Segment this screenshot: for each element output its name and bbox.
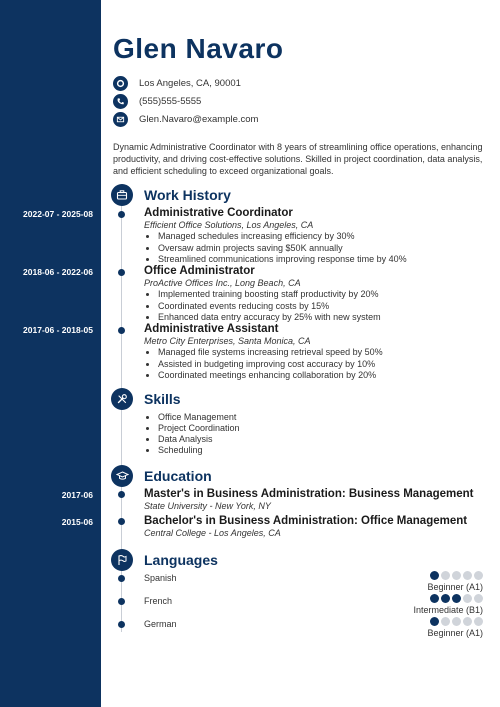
- skill-item: • Project Coordination: [158, 423, 240, 434]
- tools-icon: [111, 388, 133, 410]
- level-dot-filled: [441, 594, 450, 603]
- skill-item: • Data Analysis: [158, 434, 240, 445]
- section-title-work: Work History: [144, 187, 231, 203]
- timeline-dot: [118, 211, 125, 218]
- level-dot-filled: [430, 594, 439, 603]
- candidate-name: Glen Navaro: [113, 33, 284, 64]
- school-name: Central College - Los Angeles, CA: [144, 528, 281, 538]
- education-date: 2015-06: [61, 517, 93, 527]
- language-level-label: Beginner (A1): [427, 582, 483, 592]
- language-level-label: Beginner (A1): [427, 628, 483, 638]
- timeline-dot: [118, 269, 125, 276]
- job-bullets: [144, 347, 383, 382]
- level-dot-empty: [474, 571, 483, 580]
- section-title-education: Education: [144, 468, 212, 484]
- level-dot-empty: [463, 594, 472, 603]
- job-dates: 2022-07 - 2025-08: [23, 209, 93, 219]
- language-name: French: [144, 596, 173, 606]
- skills-list: [144, 412, 240, 456]
- envelope-icon: [113, 112, 128, 127]
- job-company: Efficient Office Solutions, Los Angeles, CA: [144, 220, 314, 230]
- degree-title: Bachelor's in Business Administration: Office Management: [144, 515, 468, 527]
- level-dot-empty: [463, 617, 472, 626]
- language-level-dots: [427, 617, 483, 626]
- school-name: State University - New York, NY: [144, 501, 271, 511]
- level-dot-empty: [441, 571, 450, 580]
- sidebar: [0, 0, 101, 707]
- timeline-dot: [118, 518, 125, 525]
- degree-title: Master's in Business Administration: Business Management: [144, 488, 474, 500]
- professional-summary: Dynamic Administrative Coordinator with 8 years of streamlining office operations, enhancing productivity, and driving cost-effective solutions. Skilled in project coordination, data analysis, and efficient scheduling to exceed organizational goals.: [113, 142, 483, 177]
- language-level: [427, 571, 483, 592]
- job-bullet: • Enhanced data entry accuracy by 25% with new system: [158, 312, 381, 324]
- language-level-label: Intermediate (B1): [413, 605, 483, 615]
- level-dot-empty: [474, 617, 483, 626]
- language-name: German: [144, 619, 177, 629]
- job-title: Office Administrator: [144, 265, 255, 277]
- resume-main: [23, 0, 500, 707]
- level-dot-empty: [474, 594, 483, 603]
- level-dot-empty: [463, 571, 472, 580]
- level-dot-empty: [452, 571, 461, 580]
- job-title: Administrative Coordinator: [144, 207, 293, 219]
- level-dot-filled: [452, 594, 461, 603]
- job-bullet: • Oversaw admin projects saving $50K annually: [158, 243, 407, 255]
- timeline-dot: [118, 598, 125, 605]
- skill-item: • Office Management: [158, 412, 240, 423]
- flag-icon: [111, 549, 133, 571]
- job-bullet: • Assisted in budgeting improving cost accuracy by 10%: [158, 359, 383, 371]
- job-title: Administrative Assistant: [144, 323, 279, 335]
- phone-icon: [113, 94, 128, 109]
- location-pin-icon: [113, 76, 128, 91]
- language-level-dots: [427, 571, 483, 580]
- language-level: [413, 594, 483, 615]
- section-title-skills: Skills: [144, 391, 181, 407]
- language-name: Spanish: [144, 573, 177, 583]
- level-dot-filled: [430, 617, 439, 626]
- contact-phone: [113, 93, 201, 109]
- contact-email[interactable]: [113, 111, 258, 127]
- job-bullet: • Coordinated events reducing costs by 15%: [158, 301, 381, 313]
- level-dot-empty: [452, 617, 461, 626]
- location-text: Los Angeles, CA, 90001: [139, 77, 241, 89]
- job-dates: 2018-06 - 2022-06: [23, 267, 93, 277]
- job-bullets: [144, 289, 381, 324]
- job-bullet: • Managed file systems increasing retrieval speed by 50%: [158, 347, 383, 359]
- job-bullet: • Streamlined communications improving response time by 40%: [158, 254, 407, 266]
- phone-text: (555)555-5555: [139, 95, 202, 107]
- timeline-dot: [118, 621, 125, 628]
- briefcase-icon: [111, 184, 133, 206]
- job-dates: 2017-06 - 2018-05: [23, 325, 93, 335]
- timeline-dot: [118, 491, 125, 498]
- job-bullet: • Coordinated meetings enhancing collaboration by 20%: [158, 370, 383, 382]
- skill-item: • Scheduling: [158, 445, 240, 456]
- language-level-dots: [413, 594, 483, 603]
- level-dot-empty: [441, 617, 450, 626]
- job-company: ProActive Offices Inc., Long Beach, CA: [144, 278, 301, 288]
- language-level: [427, 617, 483, 638]
- job-company: Metro City Enterprises, Santa Monica, CA: [144, 336, 311, 346]
- section-title-languages: Languages: [144, 552, 218, 568]
- job-bullet: • Implemented training boosting staff productivity by 20%: [158, 289, 381, 301]
- email-link[interactable]: Glen.Navaro@example.com: [139, 113, 259, 125]
- timeline-dot: [118, 575, 125, 582]
- level-dot-filled: [430, 571, 439, 580]
- timeline-dot: [118, 327, 125, 334]
- job-bullets: [144, 231, 407, 266]
- education-date: 2017-06: [61, 490, 93, 500]
- contact-location: [113, 75, 241, 91]
- job-bullet: • Managed schedules increasing efficiency by 30%: [158, 231, 407, 243]
- graduation-cap-icon: [111, 465, 133, 487]
